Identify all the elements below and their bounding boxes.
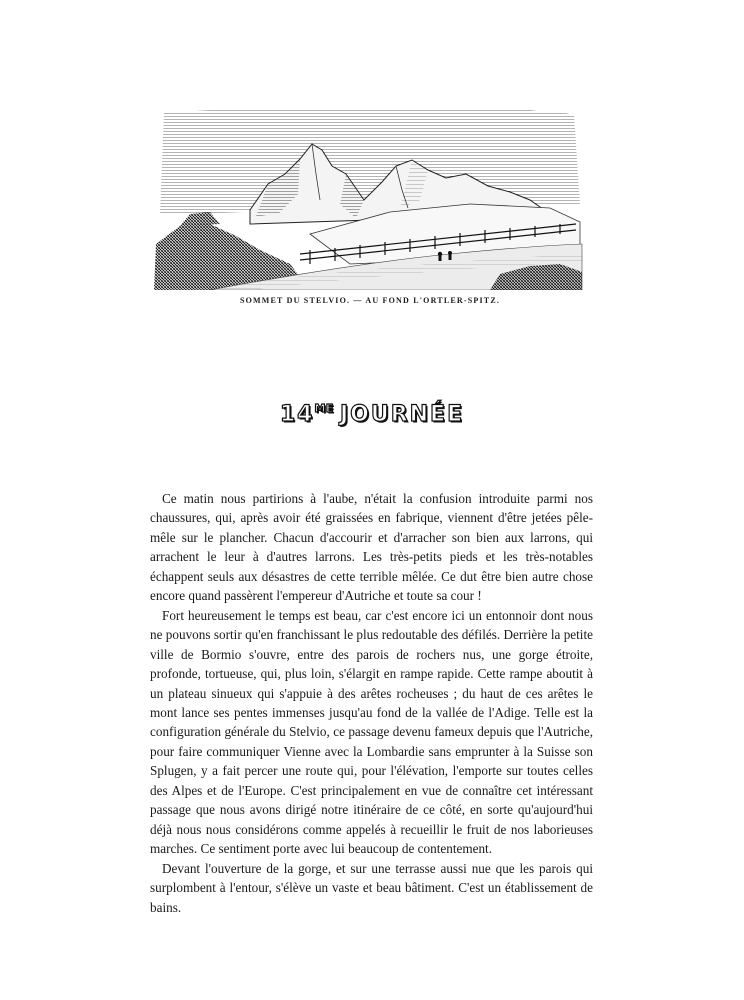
paragraph: Ce matin nous partirions à l'aube, n'était la confusion introduite parmi nos chaussures, qui, après avoir été graissées en fabrique, viennent d'être jetées pêle-mêle sur le plancher. Chacun d'accourir et d'arracher son bien aux larrons, qui arrachent le leur à d'autres larrons. Les très-petits pieds et les très-notables échappent seuls aux désastres de cette terrible mêlée. Ce dut être bien autre chose encore quand passèrent l'empereur d'Autriche et toute sa cour ! [150, 491, 593, 604]
body-text [150, 489, 593, 917]
alpine-pass-engraving [150, 104, 590, 290]
chapter-heading [0, 402, 744, 427]
chapter-number-suffix: ME [314, 402, 334, 415]
paragraph: Devant l'ouverture de la gorge, et sur une terrasse aussi nue que les parois qui surplombent à l'entour, s'élève un vaste et beau bâtiment. C'est un établissement de bains. [150, 860, 593, 915]
illustration-caption: SOMMET DU STELVIO. — AU FOND L'ORTLER-SPITZ. [239, 296, 501, 305]
chapter-number: 14 [279, 402, 315, 427]
chapter-title-word: JOURNÉE [339, 402, 465, 427]
paragraph: Fort heureusement le temps est beau, car c'est encore ici un entonnoir dont nous ne pouvons sortir qu'en franchissant le plus redoutable des défilés. Derrière la petite ville de Bormio s'ouvre, entre des parois de rochers nus, une gorge étroite, profonde, tortueuse, qui, plus loin, s'élargit en rampe rapide. Cette rampe aboutit à un plateau sinueux qui s'appuie à des arêtes rocheuses ; du haut de ces arêtes le mont lance ses pentes immenses jusqu'au fond de la vallée de l'Adige. Telle est la configuration générale du Stelvio, ce passage devenu fameux depuis que l'Autriche, pour faire communiquer Vienne avec la Lombardie sans emprunter à la Suisse son Splugen, y a fait percer une route qui, pour l'élévation, l'emporte sur toutes celles des Alpes et de l'Europe. C'est principalement en vue de connaître cet intéressant passage que nous avons dirigé notre itinéraire de ce côté, en sorte qu'aujourd'hui déjà nous nous considérons comme appelés à recueillir le fruit de nos laborieuses marches. Ce sentiment porte avec lui beaucoup de contentement. [150, 607, 593, 857]
